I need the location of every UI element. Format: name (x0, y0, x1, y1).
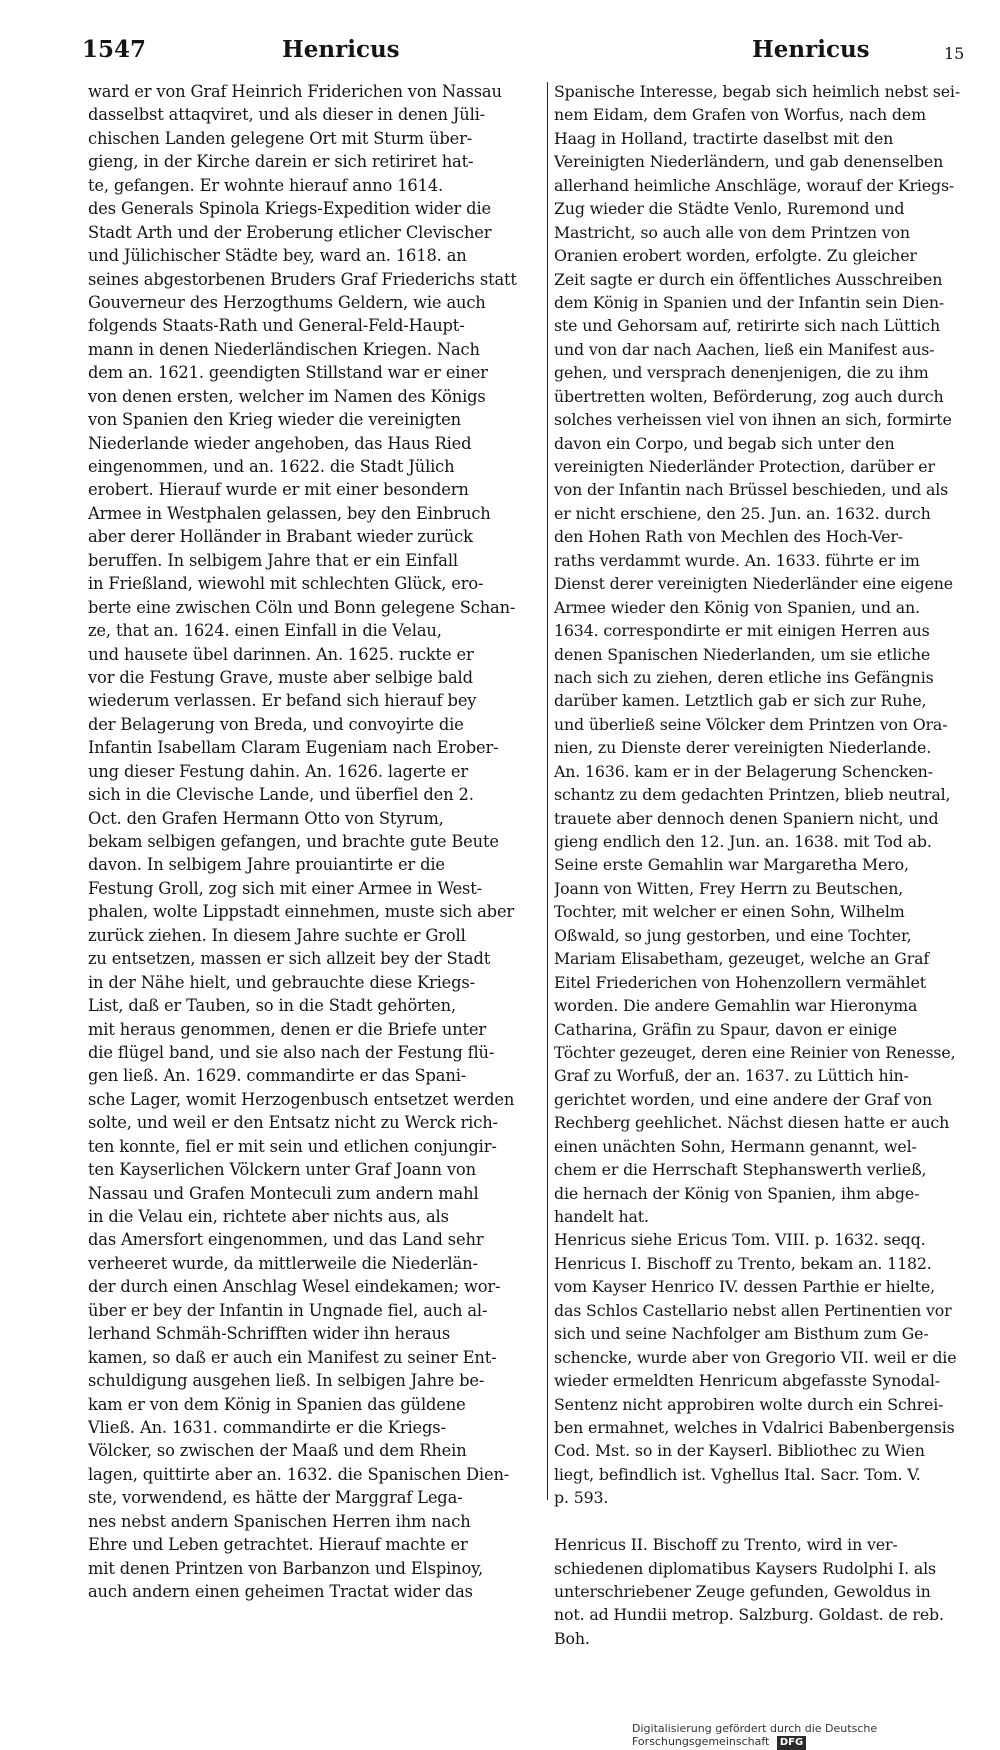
text-line: ten konnte, fiel er mit sein und etlichen conjungir- (88, 1136, 497, 1156)
text-line: davon. In selbigem Jahre prouiantirte er die (88, 855, 445, 875)
left-column (88, 80, 545, 1603)
text-line: Vereinigten Niederländern, und gab denenselben (554, 152, 944, 172)
text-line: chischen Landen gelegene Ort mit Sturm über- (88, 128, 473, 148)
text-line: schiedenen diplomatibus Kaysers Rudolphi I. als (554, 1558, 936, 1578)
text-line: und von dar nach Aachen, ließ ein Manifest aus- (554, 339, 935, 359)
dfg-logo: DFG (777, 1736, 806, 1750)
text-line: Niederlande wieder angehoben, das Haus Ried (88, 433, 472, 453)
text-line: einen unächten Sohn, Hermann genannt, wel- (554, 1136, 917, 1156)
text-line: vereinigten Niederländer Protection, darüber er (554, 457, 935, 476)
text-line: raths verdammt wurde. An. 1633. führte er im (554, 550, 920, 570)
text-line: dem König in Spanien und der Infantin sein Dien- (554, 292, 945, 312)
text-line: worden. Die andere Gemahlin war Hieronyma (554, 996, 918, 1016)
text-line: te, gefangen. Er wohnte hierauf anno 1614. (88, 175, 444, 195)
digitization-footer (632, 1722, 1000, 1750)
text-line: ward er von Graf Heinrich Friderichen von Nassau (88, 82, 502, 101)
text-line: darüber kamen. Letztlich gab er sich zur Ruhe, (554, 691, 927, 711)
text-line: eingenommen, und an. 1622. die Stadt Jülich (88, 457, 455, 476)
text-line: der Belagerung von Breda, und convoyirte die (88, 714, 464, 734)
text-line: Graf zu Worfuß, der an. 1637. zu Lüttich hin- (554, 1066, 909, 1086)
text-line: zurück ziehen. In diesem Jahre suchte er Groll (88, 925, 466, 945)
text-line: gerichtet worden, und eine andere der Graf von (554, 1089, 933, 1109)
text-line: unterschriebener Zeuge gefunden, Gewoldus in (554, 1582, 931, 1601)
page-number: 1547 (82, 36, 147, 63)
text-line: sich und seine Nachfolger am Bisthum zum Ge- (554, 1324, 929, 1344)
text-line: Oranien erobert worden, erfolgte. Zu gleicher (554, 246, 917, 266)
text-line: aber derer Holländer in Brabant wieder zurück (88, 527, 473, 547)
text-line: ben ermahnet, welches in Vdalrici Babenbergensis (554, 1417, 955, 1437)
text-line: davon ein Corpo, und begab sich unter den (554, 433, 895, 453)
text-line: schencke, wurde aber von Gregorio VII. weil er die (554, 1347, 957, 1367)
text-line: List, daß er Tauben, so in die Stadt gehörten, (88, 996, 456, 1016)
text-line: schuldigung ausgehen ließ. In selbigen Jahre be- (88, 1371, 485, 1391)
text-line: berte eine zwischen Cöln und Bonn gelegene Schan- (88, 597, 516, 617)
text-line: beruffen. In selbigem Jahre that er ein Einfall (88, 550, 458, 570)
text-line: in der Nähe hielt, und gebrauchte diese Kriegs- (88, 972, 475, 992)
text-line: Mariam Elisabetham, gezeuget, welche an Graf (554, 949, 930, 969)
text-line: ten Kayserlichen Völckern unter Graf Joann von (88, 1160, 476, 1180)
text-line: lagen, quittirte aber an. 1632. die Spanischen Dien- (88, 1464, 510, 1484)
text-line: Seine erste Gemahlin war Margaretha Mero, (554, 855, 909, 875)
text-line: gen ließ. An. 1629. commandirte er das Spani- (88, 1066, 467, 1086)
text-line: von denen ersten, welcher im Namen des Königs (88, 386, 486, 406)
text-line: Dienst derer vereinigten Niederländer eine eigene (554, 574, 953, 594)
text-line: sche Lager, womit Herzogenbusch entsetzet werden (88, 1089, 515, 1109)
text-line: gieng endlich den 12. Jun. an. 1638. mit Tod ab. (554, 832, 932, 851)
text-line: erobert. Hierauf wurde er mit einer besondern (88, 480, 469, 500)
text-line: chem er die Herrschaft Stephanswerth verließ, (554, 1160, 927, 1180)
text-line: Henricus II. Bischoff zu Trento, wird in ver- (554, 1535, 898, 1555)
text-line: Völcker, so zwischen der Maaß und dem Rhein (88, 1441, 467, 1461)
column-rule (547, 82, 548, 1500)
text-line: not. ad Hundii metrop. Salzburg. Goldast. de reb. (554, 1605, 944, 1625)
text-line: Eitel Friederichen von Hohenzollern vermählet (554, 972, 926, 992)
text-line: Armee wieder den König von Spanien, und an. (554, 597, 920, 617)
text-line: Boh. (554, 1628, 590, 1648)
text-line: liegt, befindlich ist. Vghellus Ital. Sacr. Tom. V. (554, 1464, 921, 1484)
text-line: Ehre und Leben getrachtet. Hierauf machte er (88, 1535, 468, 1555)
text-line: nem Eidam, dem Grafen von Worfus, nach dem (554, 105, 926, 125)
text-line: Mastricht, so auch alle von dem Printzen von (554, 222, 910, 242)
text-line: von Spanien den Krieg wieder die vereinigten (88, 410, 461, 430)
text-line: vor die Festung Grave, muste aber selbige bald (88, 667, 473, 687)
text-line: ste und Gehorsam auf, retirirte sich nach Lüttich (554, 316, 941, 336)
text-line: Haag in Holland, tractirte daselbst mit den (554, 128, 894, 148)
text-line: Armee in Westphalen gelassen, bey den Einbruch (88, 503, 491, 523)
text-line: Infantin Isabellam Claram Eugeniam nach Erober- (88, 738, 499, 758)
text-line: mit denen Printzen von Barbanzon und Elspinoy, (88, 1558, 484, 1578)
text-line: kam er von dem König in Spanien das güldene (88, 1394, 466, 1414)
text-line: Gouverneur des Herzogthums Geldern, wie auch (88, 292, 486, 312)
text-line: Catharina, Gräfin zu Spaur, davon er einige (554, 1019, 897, 1039)
text-line: und Jülichischer Städte bey, ward an. 1618. an (88, 246, 467, 266)
text-line: Vließ. An. 1631. commandirte er die Kriegs- (88, 1417, 446, 1437)
text-line: in Frießland, wiewohl mit schlechten Glück, ero- (88, 574, 484, 594)
text-line: trauete aber dennoch denen Spaniern nicht, und (554, 808, 939, 828)
text-line: vom Kayser Henrico IV. dessen Parthie er hielte, (554, 1277, 935, 1297)
text-line: seines abgestorbenen Bruders Graf Friederichs statt (88, 269, 517, 289)
text-line: die hernach der König von Spanien, ihm abge- (554, 1183, 920, 1203)
text-line: über er bey der Infantin in Ungnade fiel, auch al- (88, 1300, 488, 1320)
text-line: zu entsetzen, massen er sich allzeit bey der Stadt (88, 949, 491, 969)
text-line: von der Infantin nach Brüssel beschieden, und als (554, 480, 949, 500)
text-line: Joann von Witten, Frey Herrn zu Beutschen, (554, 878, 904, 898)
text-line: das Schlos Castellario nebst allen Pertinentien vor (554, 1300, 952, 1320)
text-line: gieng, in der Kirche darein er sich retiriret hat- (88, 152, 474, 172)
text-line: er nicht erschiene, den 25. Jun. an. 1632. durch (554, 503, 931, 523)
text-line: handelt hat. (554, 1207, 649, 1226)
text-line: mit heraus genommen, denen er die Briefe unter (88, 1019, 487, 1039)
text-line: bekam selbigen gefangen, und brachte gute Beute (88, 832, 499, 851)
text-line: gehen, und versprach denenjenigen, die zu ihm (554, 363, 929, 383)
text-line: dem an. 1621. geendigten Stillstand war er einer (88, 363, 488, 383)
text-line: Töchter gezeuget, deren eine Reinier von Renesse, (554, 1042, 956, 1062)
text-line: Cod. Mst. so in der Kayserl. Bibliothec zu Wien (554, 1441, 925, 1461)
text-line: und überließ seine Völcker dem Printzen von Ora- (554, 714, 948, 734)
text-line: Henricus siehe Ericus Tom. VIII. p. 1632. seqq. (554, 1230, 926, 1250)
text-line: An. 1636. kam er in der Belagerung Schencken- (554, 761, 933, 781)
text-line: lerhand Schmäh-Schrifften wider ihn heraus (88, 1324, 451, 1344)
text-line: Zeit sagte er durch ein öffentliches Ausschreiben (554, 269, 943, 289)
text-line: Oßwald, so jung gestorben, und eine Tochter, (554, 925, 912, 945)
text-line: 1634. correspondirte er mit einigen Herren aus (554, 621, 930, 641)
text-line: den Hohen Rath von Mechlen des Hoch-Ver- (554, 527, 903, 547)
text-line: verheeret wurde, da mittlerweile die Niederlän- (88, 1253, 478, 1273)
text-line: in die Velau ein, richtete aber nichts aus, als (88, 1207, 449, 1226)
text-line: nes nebst andern Spanischen Herren ihm nach (88, 1511, 471, 1531)
text-line: ze, that an. 1624. einen Einfall in die Velau, (88, 621, 442, 641)
text-line: allerhand heimliche Anschläge, worauf der Kriegs- (554, 175, 955, 195)
text-line: Rechberg geehlichet. Nächst diesen hatte er auch (554, 1113, 950, 1133)
footer-text: Digitalisierung gefördert durch die Deutsche Forschungsgemeinschaft (632, 1722, 878, 1748)
text-line: dasselbst attaqviret, und als dieser in denen Jüli- (88, 105, 486, 125)
text-line: nien, zu Dienste derer vereinigten Niederlande. (554, 738, 932, 758)
text-line: Nassau und Grafen Monteculi zum andern mahl (88, 1183, 479, 1203)
running-head-left: Henricus (282, 36, 400, 63)
text-line (554, 1510, 982, 1533)
text-line: Zug wieder die Städte Venlo, Ruremond und (554, 199, 905, 219)
text-line: Festung Groll, zog sich mit einer Armee in West- (88, 878, 483, 898)
text-line: schantz zu dem gedachten Printzen, blieb neutral, (554, 785, 951, 805)
text-line: solte, und weil er den Entsatz nicht zu Werck rich- (88, 1113, 498, 1133)
text-line: Sentenz nicht approbiren wolte durch ein Schrei- (554, 1394, 944, 1414)
text-line: Spanische Interesse, begab sich heimlich nebst sei- (554, 82, 961, 101)
text-line: phalen, wolte Lippstadt einnehmen, muste sich aber (88, 902, 515, 922)
right-column (554, 80, 982, 1650)
text-line: Oct. den Grafen Hermann Otto von Styrum, (88, 808, 444, 828)
text-line: p. 593. (554, 1488, 609, 1508)
text-line: denen Spanischen Niederlanden, um sie etliche (554, 644, 931, 664)
text-line: auch andern einen geheimen Tractat wider das (88, 1582, 473, 1601)
text-line: der durch einen Anschlag Wesel eindekamen; wor- (88, 1277, 501, 1297)
text-line: und hausete übel darinnen. An. 1625. ruckte er (88, 644, 474, 664)
text-line: Henricus I. Bischoff zu Trento, bekam an. 1182. (554, 1253, 932, 1273)
text-line: ste, vorwendend, es hätte der Marggraf Lega- (88, 1488, 463, 1508)
text-line: solches verheissen viel von ihnen an sich, formirte (554, 410, 952, 430)
text-line: Stadt Arth und der Eroberung etlicher Clevischer (88, 222, 492, 242)
text-line: mann in denen Niederländischen Kriegen. Nach (88, 339, 480, 359)
text-line: nach sich zu ziehen, deren etliche ins Gefängnis (554, 667, 934, 687)
text-line: kamen, so daß er auch ein Manifest zu seiner Ent- (88, 1347, 497, 1367)
corner-mark: 15 (944, 44, 965, 63)
text-line: sich in die Clevische Lande, und überfiel den 2. (88, 785, 474, 805)
text-line: wieder ermeldten Henricum abgefasste Synodal- (554, 1371, 940, 1391)
text-line: des Generals Spinola Kriegs-Expedition wider die (88, 199, 491, 219)
text-line: wiederum verlassen. Er befand sich hierauf bey (88, 691, 477, 711)
text-line: das Amersfort eingenommen, und das Land sehr (88, 1230, 484, 1250)
running-head-right: Henricus (752, 36, 870, 63)
text-line: übertretten wolten, Beförderung, zog auch durch (554, 386, 944, 406)
text-line: folgends Staats-Rath und General-Feld-Haupt- (88, 316, 465, 336)
text-line: die flügel band, und sie also nach der Festung flü- (88, 1042, 495, 1062)
text-line: Tochter, mit welcher er einen Sohn, Wilhelm (554, 902, 905, 922)
text-line: ung dieser Festung dahin. An. 1626. lagerte er (88, 761, 468, 781)
